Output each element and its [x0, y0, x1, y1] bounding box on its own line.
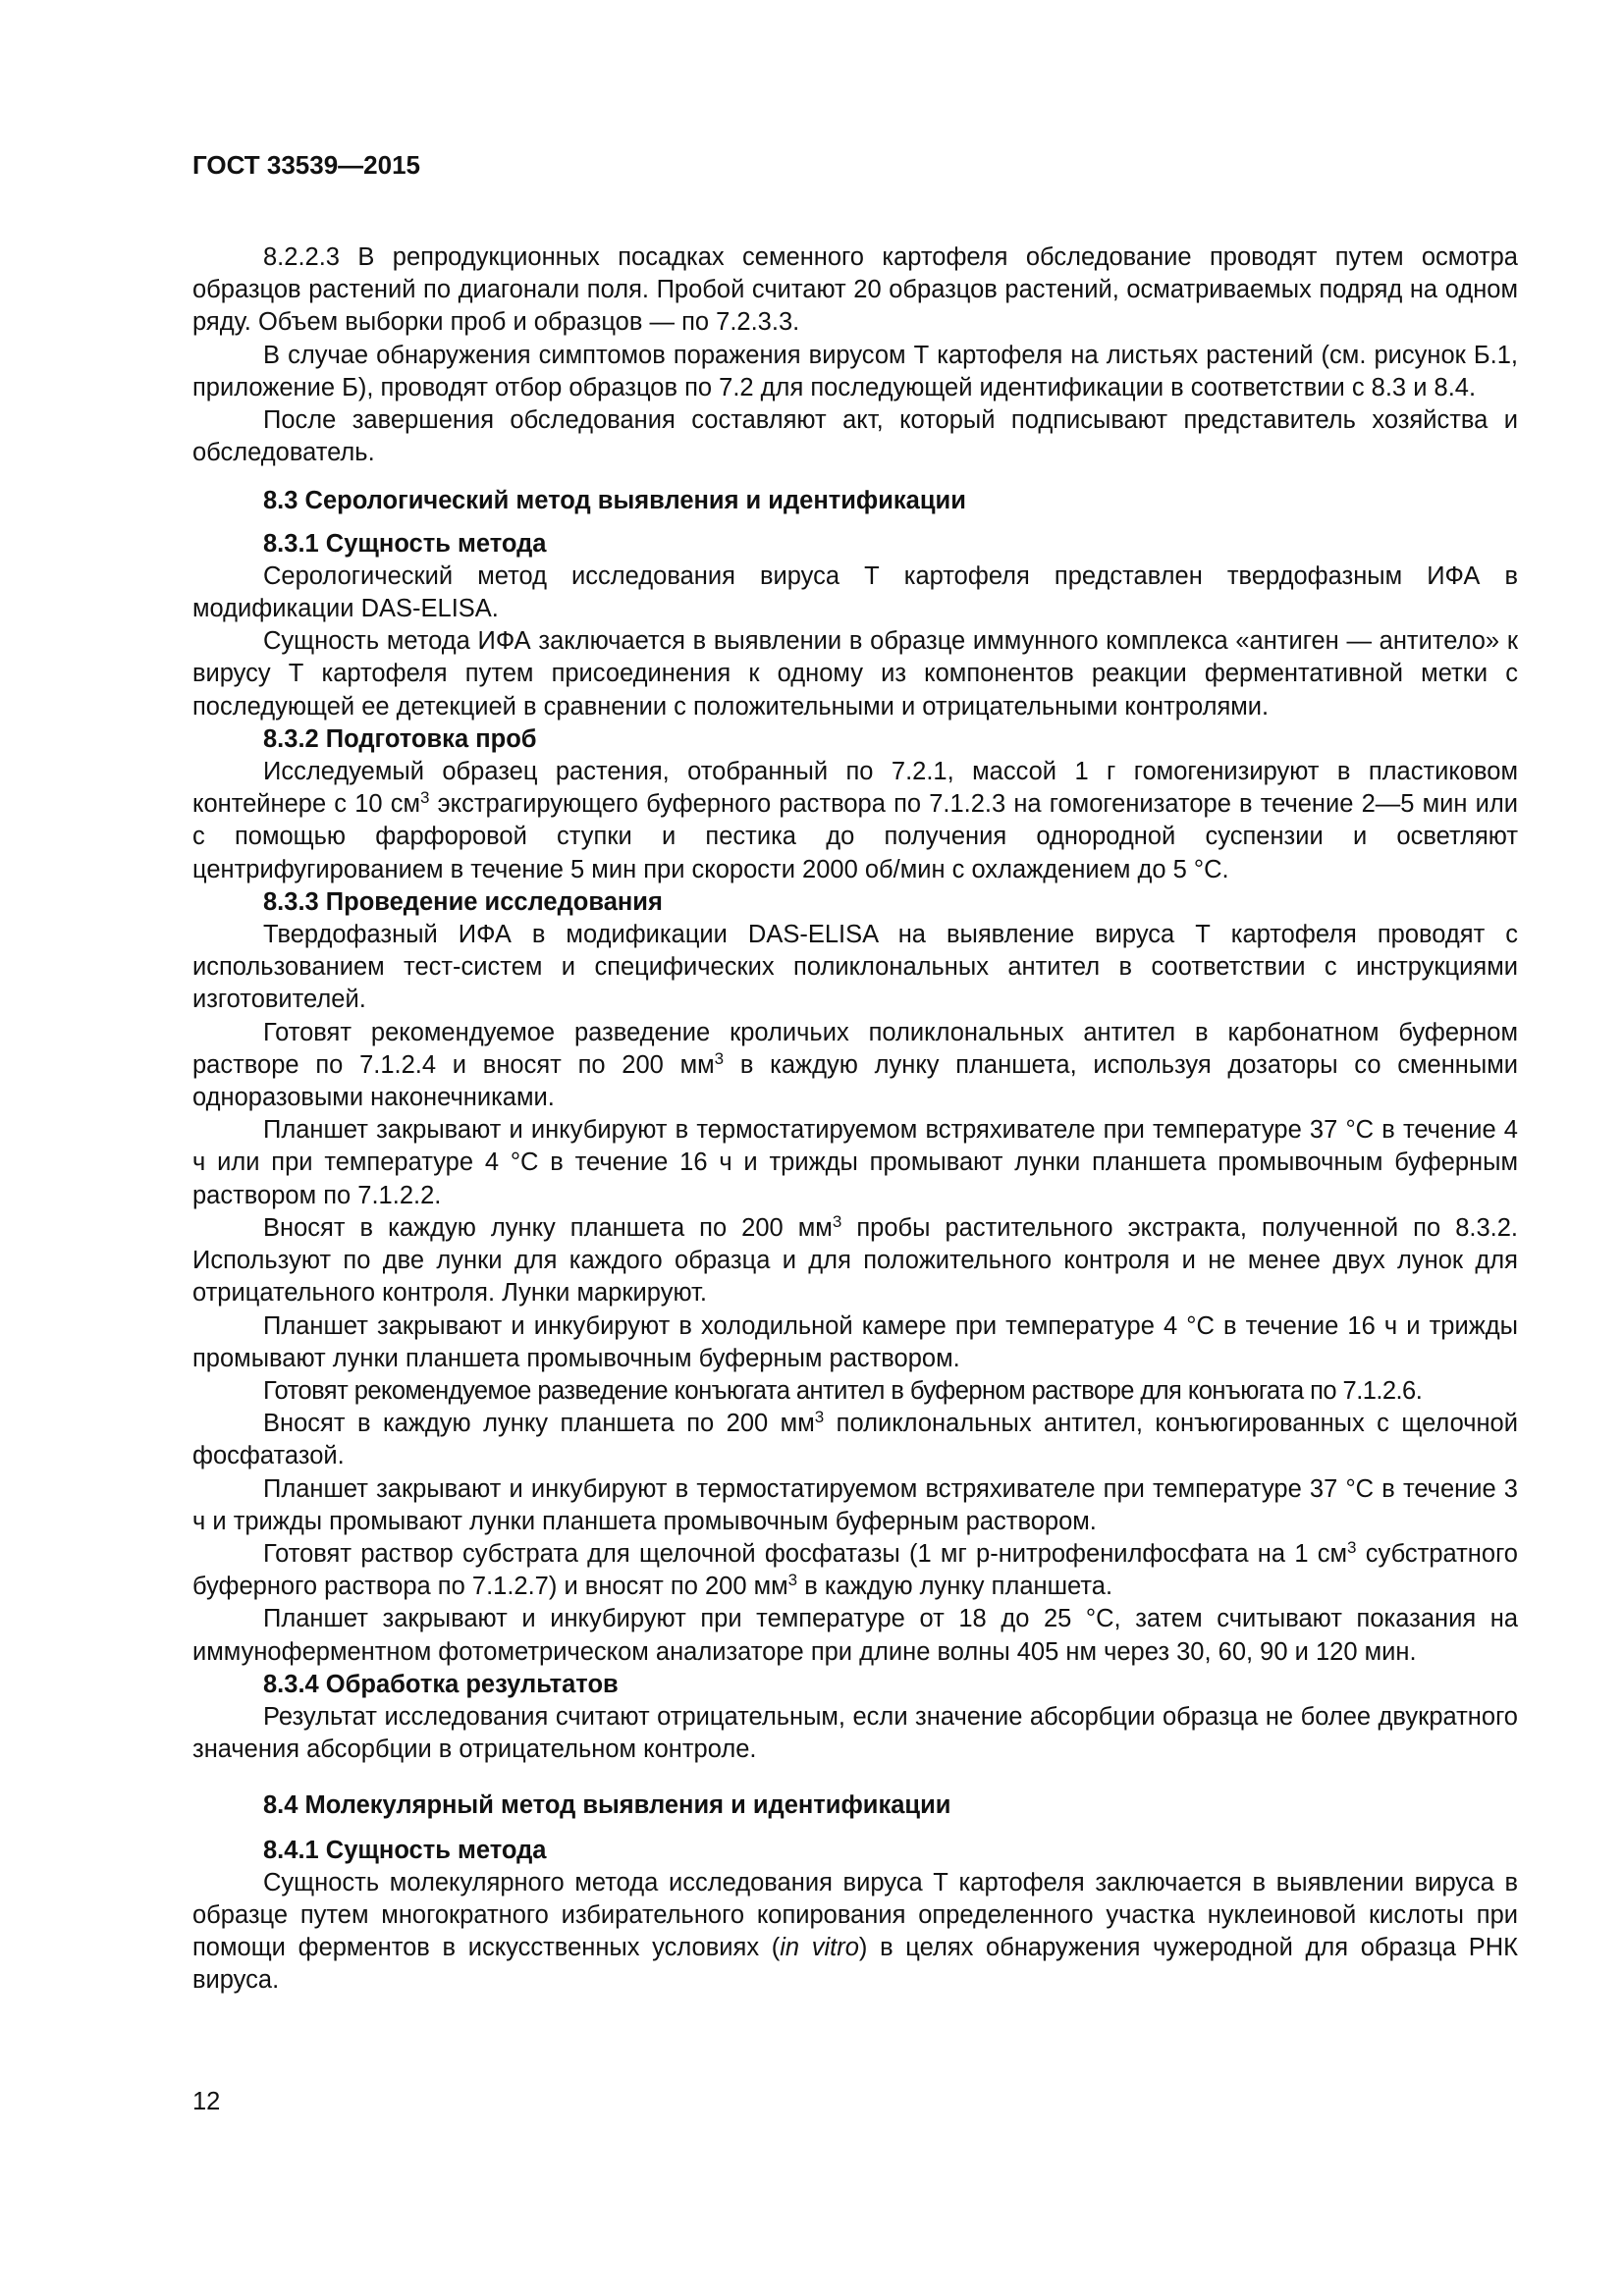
text-run: пробы растительного экстракта, полученной по 8.3.2. Используют по две лунки для каждого образца и для положительного контроля и не менее двух лунок для отрицательного контроля. Лунки маркируют.: [192, 1213, 1518, 1308]
superscript: 3: [1347, 1537, 1357, 1557]
text-run: Вносят в каждую лунку планшета по 200 мм: [263, 1410, 815, 1438]
paragraph: Твердофазный ИФА в модификации DAS-ELISA на выявление вируса Т картофеля проводят с использованием тест-систем и специфических поликлональных антител в соответствии с инструкциями изготовителей.: [192, 921, 1518, 1014]
paragraph: [192, 1538, 1518, 1603]
text-run: ) в целях обнаружения чужеродной для образца РНК вируса.: [192, 1934, 1518, 1995]
paragraph: [192, 1867, 1518, 1998]
text-run: Вносят в каждую лунку планшета по 200 мм: [263, 1213, 833, 1242]
paragraph: [192, 756, 1518, 886]
subsection-heading-8-3-1: 8.3.1 Сущность метода: [263, 529, 547, 558]
paragraph-8-2-2-3: 8.2.2.3 В репродукционных посадках семенного картофеля обследование проводят путем осмотра образцов растений по диагонали поля. Пробой считают 20 образцов растений, осматриваемых подряд на одном ряду. Объем выборки проб и образцов — по 7.2.3.3.: [192, 243, 1518, 337]
paragraph: После завершения обследования составляют акт, который подписывают представитель хозяйства и обследователь.: [192, 406, 1518, 467]
paragraph: [192, 1408, 1518, 1472]
text-run: Сущность молекулярного метода исследования вируса Т картофеля заключается в выявлении вируса в образце путем многократного избирательного копирования определенного участка нуклеиновой кислоты при помощи ферментов в искусственных условиях (: [192, 1868, 1518, 1962]
text-run: Исследуемый образец растения, отобранный по 7.2.1, массой 1 г гомогенизируют в пластиковом контейнере с 10 см: [192, 758, 1518, 819]
text-run: в каждую лунку планшета, используя дозаторы со сменными одноразовыми наконечниками.: [192, 1050, 1518, 1112]
paragraph: Планшет закрывают и инкубируют при температуре от 18 до 25 °С, затем считывают показания на иммуноферментном фотометрическом анализаторе при длине волны 405 нм через 30, 60, 90 и 120 мин.: [192, 1605, 1518, 1666]
paragraph: Сущность метода ИФА заключается в выявлении в образце иммунного комплекса «антиген — антитело» к вирусу Т картофеля путем присоединения к одному из компонентов реакции ферментативной метки с последующей ее детекцией в сравнении с положительными и отрицательными контролями.: [192, 627, 1518, 721]
section-heading-8-4: 8.4 Молекулярный метод выявления и идентификации: [263, 1791, 951, 1820]
text-run: субстратного буферного раствора по 7.1.2.7) и вносят по 200 мм: [192, 1539, 1518, 1601]
superscript: 3: [714, 1048, 725, 1068]
paragraph: Результат исследования считают отрицательным, если значение абсорбции образца не более двукратного значения абсорбции в отрицательном контроле.: [192, 1702, 1518, 1764]
superscript: 3: [787, 1571, 798, 1590]
paragraph: Готовят рекомендуемое разведение конъюгата антител в буферном растворе для конъюгата по 7.1.2.6.: [263, 1376, 1423, 1405]
paragraph: В случае обнаружения симптомов поражения вирусом Т картофеля на листьях растений (см. рисунок Б.1, приложение Б), проводят отбор образцов по 7.2 для последующей идентификации в соответствии с 8.3 и 8.4.: [192, 341, 1518, 401]
superscript: 3: [814, 1408, 825, 1427]
paragraph: [192, 1017, 1518, 1115]
text-run: поликлональных антител, конъюгированных с щелочной фосфатазой.: [192, 1410, 1518, 1470]
subsection-heading-8-3-3: 8.3.3 Проведение исследования: [263, 887, 663, 916]
document-page: [192, 149, 1518, 1998]
page-number: 12: [192, 2088, 221, 2115]
italic-term: in vitro: [780, 1934, 859, 1962]
text-run: Готовят рекомендуемое разведение кроличьих поликлональных антител в карбонатном буферном растворе по 7.1.2.4 и вносят по 200 мм: [192, 1018, 1518, 1079]
section-heading-8-3: 8.3 Серологический метод выявления и идентификации: [263, 487, 966, 515]
paragraph: Планшет закрывают и инкубируют в термостатируемом встряхивателе при температуре 37 °С в течение 3 ч и трижды промывают лунки планшета промывочным буферным раствором.: [192, 1474, 1518, 1535]
subsection-heading-8-4-1: 8.4.1 Сущность метода: [263, 1836, 547, 1864]
paragraph: [192, 1212, 1518, 1310]
superscript: 3: [832, 1211, 842, 1231]
subsection-heading-8-3-4: 8.3.4 Обработка результатов: [263, 1670, 619, 1698]
paragraph: Планшет закрывают и инкубируют в холодильной камере при температуре 4 °С в течение 16 ч и трижды промывают лунки планшета промывочным буферным раствором.: [192, 1311, 1518, 1372]
superscript: 3: [420, 788, 430, 808]
text-run: Готовят раствор субстрата для щелочной фосфатазы (1 мг р-нитрофенилфосфата на 1 см: [263, 1539, 1348, 1568]
subsection-heading-8-3-2: 8.3.2 Подготовка проб: [263, 724, 537, 753]
paragraph: Планшет закрывают и инкубируют в термостатируемом встряхивателе при температуре 37 °С в течение 4 ч или при температуре 4 °С в течение 16 ч и трижды промывают лунки планшета промывочным буферным раствором по 7.1.2.2.: [192, 1116, 1518, 1209]
paragraph: Серологический метод исследования вируса Т картофеля представлен твердофазным ИФА в модификации DAS-ELISA.: [192, 561, 1518, 623]
text-run: в каждую лунку планшета.: [797, 1573, 1113, 1601]
document-header: ГОСТ 33539—2015: [192, 150, 420, 180]
text-run: экстрагирующего буферного раствора по 7.1.2.3 на гомогенизаторе в течение 2—5 мин или с помощью фарфоровой ступки и пестика до получения однородной суспензии и осветляют центрифугированием в течение 5 мин при скорости 2000 об/мин с охлаждением до 5 °С.: [192, 790, 1518, 883]
